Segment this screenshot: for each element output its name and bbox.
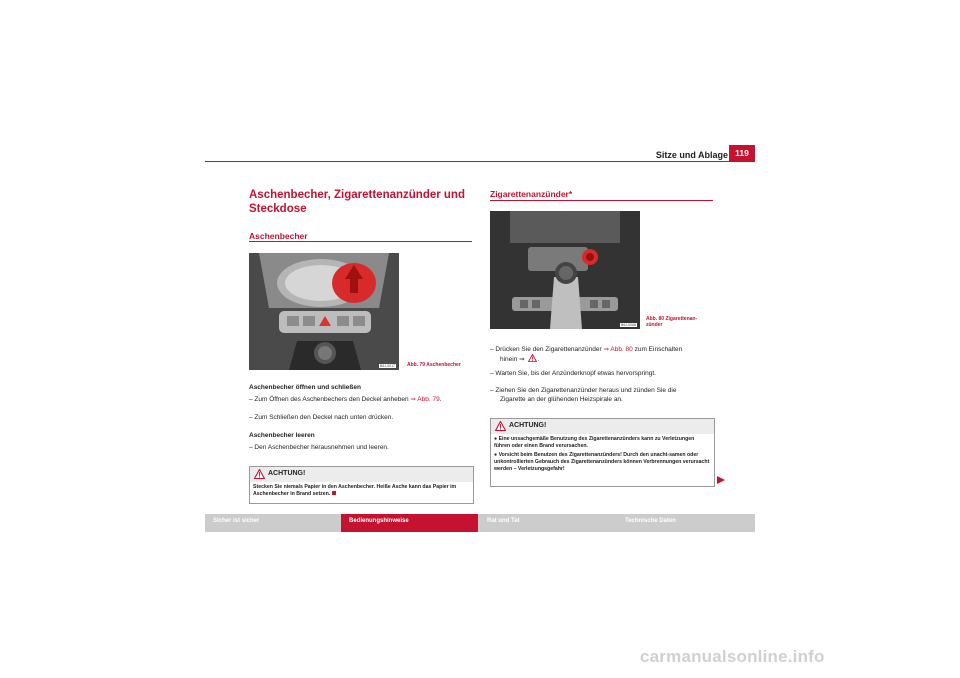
caption-line-2: zünder (646, 322, 663, 328)
open-step-1-text: – Zum Öffnen des Aschenbechers den Deckel anheben (249, 396, 411, 403)
figure-ashtray-photo (249, 253, 399, 370)
warning-box-ashtray (249, 466, 474, 504)
step-3-line-1: – Ziehen Sie den Zigarettenanzünder heraus und zünden Sie die (490, 387, 677, 394)
warning-header-right (491, 419, 714, 434)
figure-reference-link[interactable]: ⇒ Abb. 79 (410, 396, 440, 403)
subheading-aschenbecher: Aschenbecher (249, 231, 308, 241)
empty-step-1: – Den Aschenbecher herausnehmen und leeren. (249, 444, 389, 451)
open-step-1-end: . (439, 396, 442, 403)
step-1-line-2-text: hinein ⇒ (500, 356, 525, 363)
footer-tab-rat-und-tat[interactable]: Rat und Tat (479, 514, 616, 532)
warning-title: ACHTUNG! (268, 470, 306, 477)
running-title: Sitze und Ablage (655, 150, 728, 160)
open-heading: Aschenbecher öffnen und schließen (249, 384, 361, 391)
watermark: carmanualsonline.info (640, 647, 825, 666)
step-3-line-2: Zigarette an der glühenden Heizspirale an. (500, 396, 623, 403)
step-1-line-2 (500, 354, 539, 364)
lighter-illustration (490, 211, 640, 329)
bullet-icon: ● (494, 436, 498, 442)
step-1-text: – Drücken Sie den Zigarettenanzünder (490, 346, 604, 353)
footer-tab-bedienungshinweise[interactable]: Bedienungshinweise (341, 514, 478, 532)
subheading-rule (249, 241, 472, 242)
header-rule (205, 161, 755, 162)
figure-caption: Abb. 79 Aschenbecher (407, 362, 461, 368)
section-title: Aschenbecher, Zigarettenanzünder und Steckdose (249, 189, 465, 215)
warning-bullet-2 (494, 452, 711, 473)
warning-text-content: Stecken Sie niemals Papier in den Aschenbecher. Heiße Asche kann das Papier im Aschenbecher in Brand setzen. (253, 484, 457, 497)
open-step-1 (249, 395, 442, 404)
figure-code-right: B6J-0068 (621, 323, 636, 327)
warning-text (250, 482, 473, 501)
figure-caption-right (646, 316, 697, 328)
end-marker-icon (332, 491, 336, 495)
warning-triangle-icon (495, 421, 506, 431)
empty-heading: Aschenbecher leeren (249, 432, 315, 439)
ashtray-illustration (249, 253, 399, 370)
warning-bullet-1-text: Eine unsachgemäße Benutzung des Zigarettenanzünders kann zu Verletzungen führen oder einen Brand verursachen. (494, 436, 695, 449)
warning-bullets (491, 434, 714, 476)
warning-title-right: ACHTUNG! (509, 422, 547, 429)
subheading-zigarettenanzuender: Zigarettenanzünder* (490, 189, 573, 199)
figure-lighter-photo (490, 211, 640, 329)
warning-bullet-2-text: Vorsicht beim Benutzen des Zigarettenanzünders! Durch den unacht-samen oder unkontrollierten Gebrauch des Zigarettenanzünders können Verbrennungen verursacht werden – Verletzungsgefahr! (494, 452, 710, 472)
bullet-icon: ● (494, 452, 498, 458)
caption-line-1: Abb. 80 Zigarettenan- (646, 316, 698, 322)
step-1-line-1 (490, 345, 682, 354)
warning-header (250, 467, 473, 482)
subheading-rule-right (490, 200, 713, 201)
page-number: 119 (729, 145, 755, 161)
continue-arrow-icon (717, 476, 725, 484)
warning-box-lighter (490, 418, 715, 487)
step-1-text-end: zum Einschalten (632, 346, 683, 353)
figure-code: B6J-0017 (380, 364, 395, 368)
figure-reference-link-right[interactable]: ⇒ Abb. 80 (603, 346, 633, 353)
step-1-period: . (537, 356, 540, 363)
warning-triangle-icon (254, 469, 265, 479)
warning-bullet-1 (494, 436, 711, 450)
step-2: – Warten Sie, bis der Anzünderknopf etwas hervorspringt. (490, 370, 656, 377)
footer-tab-sicher[interactable]: Sicher ist sicher (205, 514, 340, 532)
open-step-2: – Zum Schließen den Deckel nach unten drücken. (249, 414, 394, 421)
footer-tab-technische-daten[interactable]: Technische Daten (617, 514, 755, 532)
